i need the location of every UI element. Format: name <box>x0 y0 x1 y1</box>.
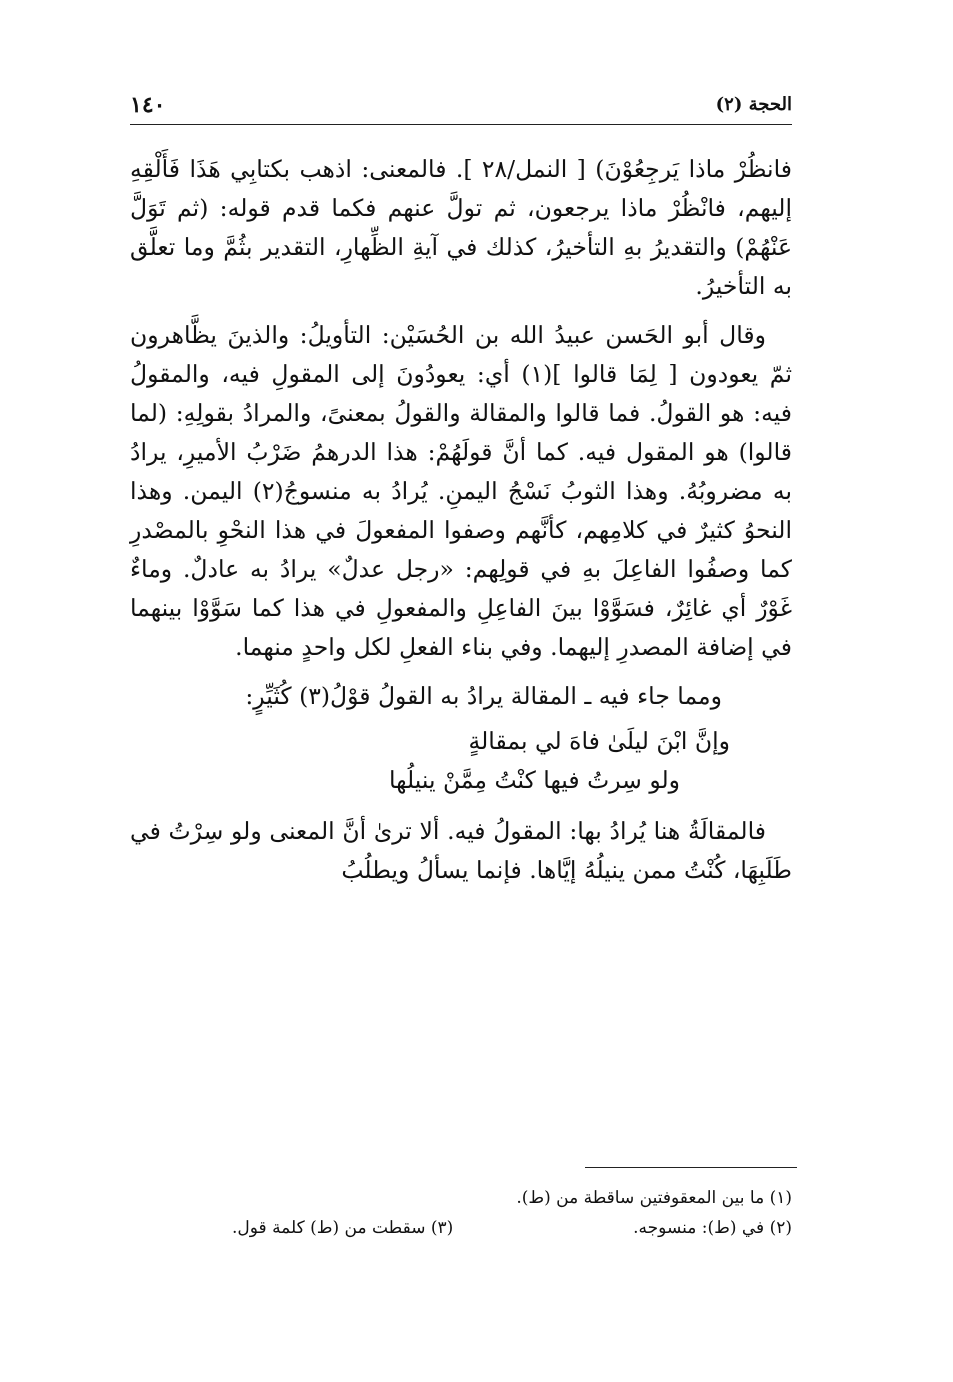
page-header <box>130 88 792 125</box>
footnote-row <box>232 1213 792 1243</box>
page-number: ١٤٠ <box>130 92 166 118</box>
footnote-divider <box>585 1167 797 1168</box>
paragraph-3: فالمقالَةُ هنا يُرادُ بها: المقولُ فيه. ألا ترىٰ أنَّ المعنى ولو سِرْتُ في طَلَبِهَا، كُنْتُ ممن ينيلُهُ إيَّاها. فإنما يسألُ ويطلُبُ <box>130 817 792 884</box>
main-text <box>130 150 792 900</box>
verse-introduction: ومما جاء فيه ـ المقالة يرادُ به القولُ قوْلُ(٣) كُثَيِّرٍ: <box>245 682 722 710</box>
verse-line-second: ولو سِرتُ فيها كنْتُ مِمَّنْ ينيلُها <box>388 766 680 794</box>
running-title: الحجة (٢) <box>715 94 792 115</box>
footnote-2: (٢) في (ط): منسوجه. <box>633 1218 792 1238</box>
verse-line-first: وإنَّ ابْنَ ليلَىٰ فاهَ لي بمقالةٍ <box>468 727 730 755</box>
paragraph-1: فانظُرْ ماذا يَرجِعُوْنَ) [ النمل/٢٨ ]. فالمعنى: اذهب بكتابِي هَذَا فَأَلْقِهِ إليهم، فانْظُرْ ماذا يرجعون، ثم تولَّ عنهم فكما قدم قوله: (ثم تَوَلَّ عَنْهُمْ) والتقديرُ بهِ التأخيرُ، كذلك في آيةِ الظِّهارِ، التقدير بثُمَّ وما تعلَّق به التأخيرُ. <box>130 155 792 300</box>
footnote-1: (١) ما بين المعقوفتين ساقطة من (ط). <box>516 1188 792 1208</box>
poetry-verse <box>130 722 792 800</box>
footnotes <box>130 1183 792 1243</box>
paragraph-2: وقال أبو الحَسن عبيدُ الله بن الحُسَيْن: التأويلُ: والذينَ يظَّاهرون ثمّ يعودون [ لِمَا قالوا ](١) أي: يعودُونَ إلى المقولِ فيه، والمقولُ فيه: هو القولُ. فما قالوا والمقالة والقولُ بمعنىً، والمرادُ بقولِهِ: (لما قالوا) هو المقول فيه. كما أنَّ قولَهُمْ: هذا الدرهمُ ضَرْبُ الأميرِ، يرادُ به مضروبُهُ. وهذا الثوبُ نَسْجُ اليمنِ. يُرادُ به منسوجُ(٢) اليمن. وهذا النحوُ كثيرٌ في كلامِهم، كأنَّهم وصفوا المفعولَ في هذا النحْوِ بالمصْدرِ كما وصفُوا الفاعِلَ بهِ في قولِهم: «رجل عدلٌ» يرادُ به عادلٌ. وماءٌ غَوْرٌ أي غائِرٌ، فسَوَّوْا بينَ الفاعِلِ والمفعولِ في هذا كما سَوَّوْا بينهما في إضافة المصدرِ إليهما. وفي بناء الفعلِ لكل واحدٍ منهما. <box>130 321 792 661</box>
footnote-3: (٣) سقطت من (ط) كلمة قول. <box>232 1218 454 1238</box>
